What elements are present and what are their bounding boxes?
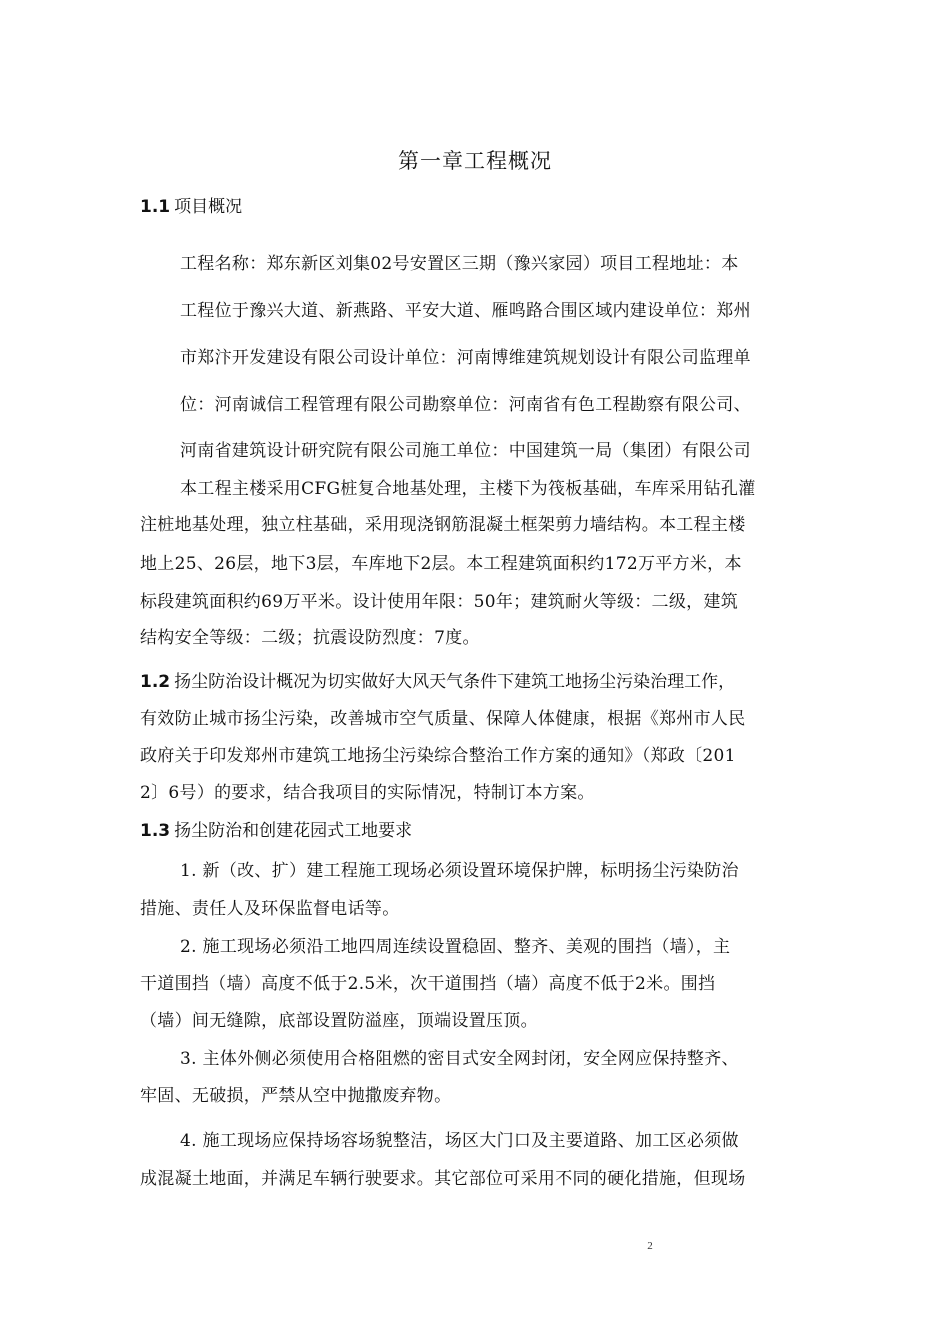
section-title: 扬尘防治和创建花园式工地要求 <box>174 821 413 841</box>
section-text: 扬尘防治设计概况为切实做好大风天气条件下建筑工地扬尘污染治理工作， <box>174 672 736 692</box>
item-2-line: 干道围挡（墙）高度不低于2.5米，次干道围挡（墙）高度不低于2米。围挡 <box>140 974 716 994</box>
item-2-line: （墙）间无缝隙，底部设置防溢座，顶端设置压顶。 <box>140 1011 538 1031</box>
section-number: 1.3 <box>140 821 171 841</box>
structure-line: 注桩地基处理，独立柱基础，采用现浇钢筋混凝土框架剪力墙结构。本工程主楼 <box>140 515 746 535</box>
section-title: 项目概况 <box>174 197 243 217</box>
structure-line: 结构安全等级：二级；抗震设防烈度：7度。 <box>140 628 480 648</box>
dust-line: 有效防止城市扬尘污染，改善城市空气质量、保障人体健康，根据《郑州市人民 <box>140 709 746 729</box>
structure-line: 标段建筑面积约69万平米。设计使用年限：50年；建筑耐火等级：二级，建筑 <box>140 592 739 612</box>
page-number: 2 <box>647 1240 653 1252</box>
dust-line: 2〕6号）的要求，结合我项目的实际情况，特制订本方案。 <box>140 783 595 803</box>
item-4-line: 4. 施工现场应保持场容场貌整洁，场区大门口及主要道路、加工区必须做 <box>180 1131 739 1151</box>
chapter-title: 第一章工程概况 <box>398 149 552 173</box>
project-info-line: 河南省建筑设计研究院有限公司施工单位：中国建筑一局（集团）有限公司 <box>180 441 751 461</box>
item-2-line: 2. 施工现场必须沿工地四周连续设置稳固、整齐、美观的围挡（墙），主 <box>180 937 731 957</box>
structure-line: 地上25、26层，地下3层，车库地下2层。本工程建筑面积约172万平方米，本 <box>140 554 742 574</box>
section-number: 1.2 <box>140 672 171 692</box>
project-info-line: 市郑汴开发建设有限公司设计单位：河南博维建筑规划设计有限公司监理单 <box>180 348 751 368</box>
item-3-line: 牢固、无破损，严禁从空中抛撒废弃物。 <box>140 1086 452 1106</box>
project-info-line: 工程名称：郑东新区刘集02号安置区三期（豫兴家园）项目工程地址：本 <box>180 254 739 274</box>
item-4-line: 成混凝土地面，并满足车辆行驶要求。其它部位可采用不同的硬化措施，但现场 <box>140 1169 746 1189</box>
section-1-2-heading <box>140 667 820 697</box>
section-1-1-heading <box>140 192 820 222</box>
section-1-3-heading <box>140 816 820 846</box>
section-number: 1.1 <box>140 197 171 217</box>
item-1-line: 措施、责任人及环保监督电话等。 <box>140 899 400 919</box>
item-1-line: 1. 新（改、扩）建工程施工现场必须设置环境保护牌，标明扬尘污染防治 <box>180 861 739 881</box>
project-info-line: 工程位于豫兴大道、新燕路、平安大道、雁鸣路合围区域内建设单位：郑州 <box>180 301 751 321</box>
structure-line: 本工程主楼采用CFG桩复合地基处理，主楼下为筏板基础，车库采用钻孔灌 <box>180 479 756 499</box>
item-3-line: 3. 主体外侧必须使用合格阻燃的密目式安全网封闭，安全网应保持整齐、 <box>180 1049 739 1069</box>
project-info-line: 位：河南诚信工程管理有限公司勘察单位：河南省有色工程勘察有限公司、 <box>180 395 751 415</box>
dust-line: 政府关于印发郑州市建筑工地扬尘污染综合整治工作方案的通知》（郑政〔201 <box>140 746 736 766</box>
